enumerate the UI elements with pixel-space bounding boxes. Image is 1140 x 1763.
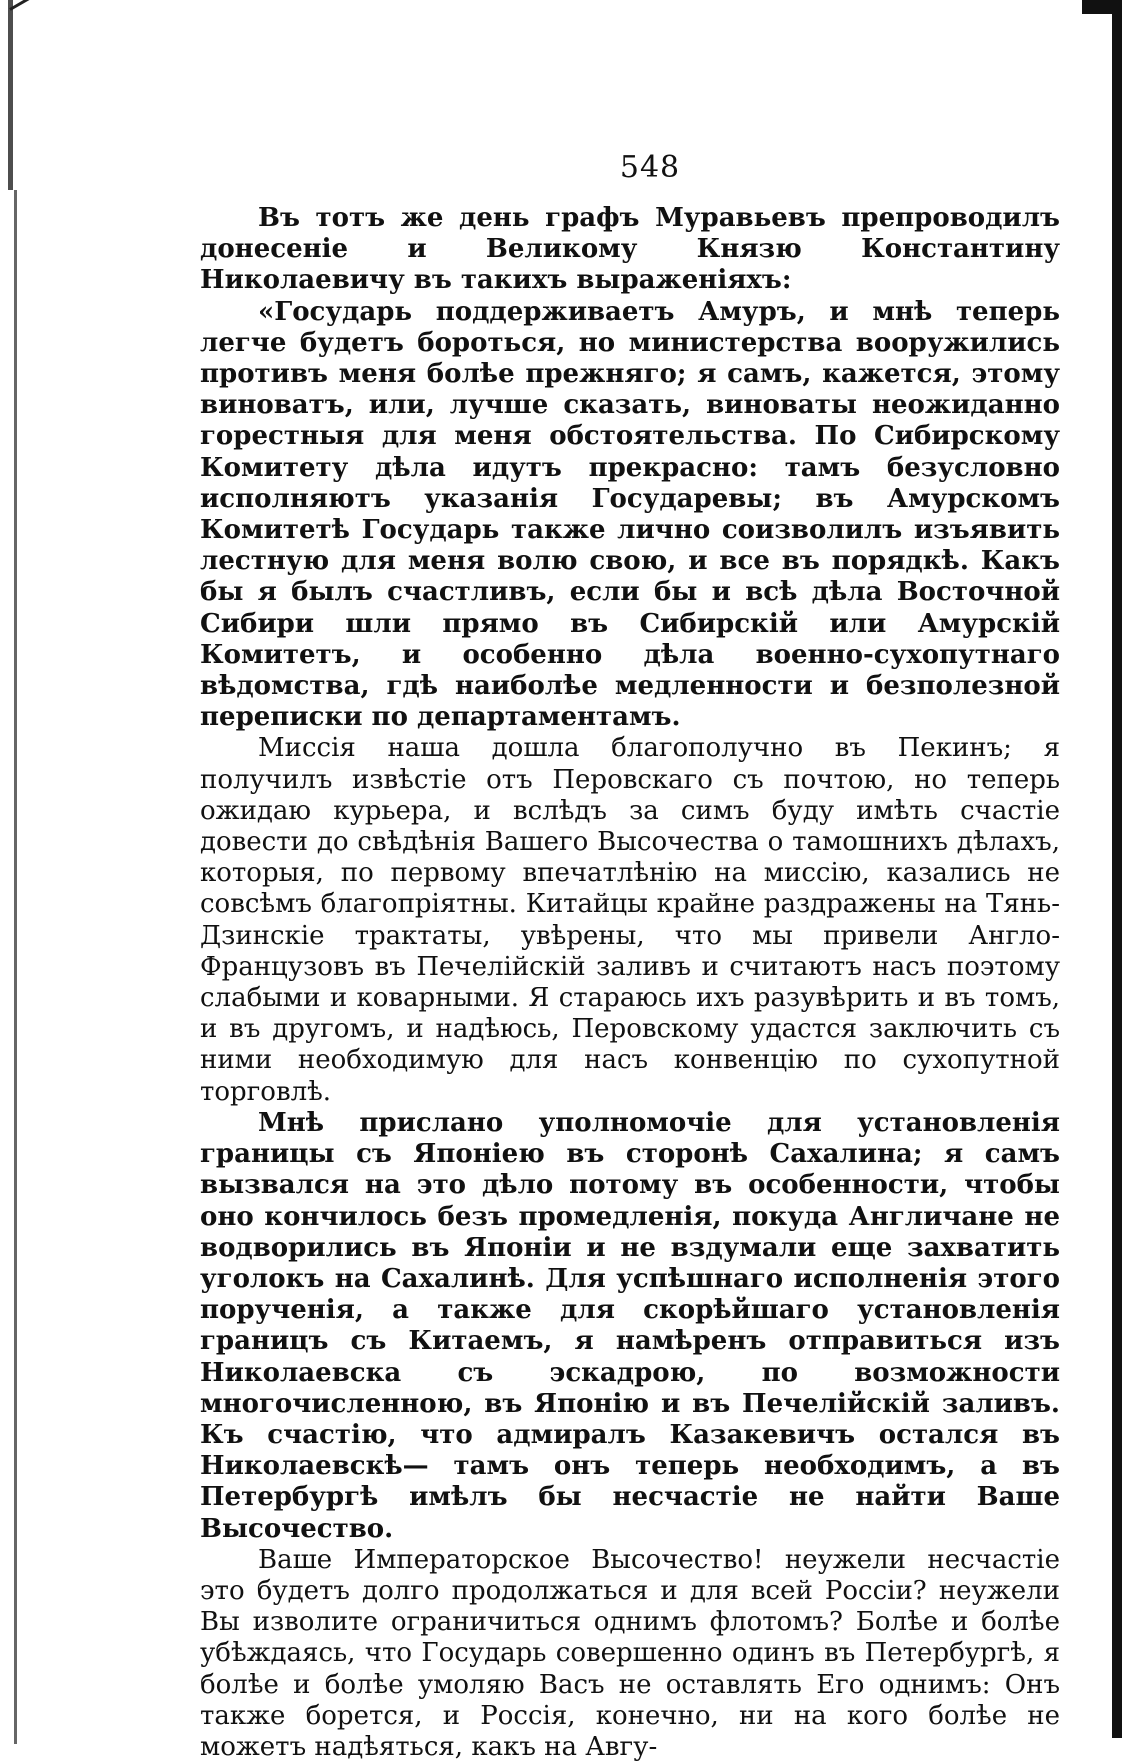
paragraph-mission: Миссія наша дошла благополучно въ Пекинъ; я получилъ извѣстіе отъ Перовскаго съ почтою, но теперь ожидаю курьера, и вслѣдъ за симъ буду имѣть счастіе довести до свѣдѣнія Вашего Высочества о тамошнихъ дѣлахъ, которыя, по первому впечатлѣнію на миссію, казались не совсѣмъ благопріятны. Китайцы крайне раздражены на Тянь-Дзинскіе трактаты, увѣрены, что мы привели Англо-Французовъ въ Печелійскій заливъ и считаютъ насъ поэтому слабыми и коварными. Я стараюсь ихъ разувѣрить и въ томъ, и въ другомъ, и надѣюсь, Перовскому удастся заключить съ ними необходимую для насъ конвенцію по сухопутной торговлѣ. [200,733,1060,1107]
paragraph-appeal: Ваше Императорское Высочество! неужели несчастіе это будетъ долго продолжаться и для всей Россіи? неужели Вы изволите ограничиться однимъ флотомъ? Болѣе и болѣе убѣждаясь, что Государь совершенно одинъ въ Петербургѣ, я болѣе и болѣе умоляю Васъ не оставлять Его однимъ: Онъ также борется, и Россія, конечно, ни на кого болѣе не можетъ надѣяться, какъ на Авгу- [200,1544,1060,1762]
book-page [200,150,1060,1763]
scan-right-edge [1112,8,1122,1738]
scan-left-edge [8,0,13,190]
scan-left-edge-lower [14,190,17,1744]
paragraph-sakhalin: Мнѣ прислано уполномочіе для установленія границы съ Японіею въ сторонѣ Сахалина; я самъ вызвался на это дѣло потому въ особенности, чтобы оно кончилось безъ промедленія, покуда Англичане не водворились въ Японіи и не вздумали еще захватить уголокъ на Сахалинѣ. Для успѣшнаго исполненія этого порученія, а также для скорѣйшаго установленія границъ съ Китаемъ, я намѣренъ отправиться изъ Николаевска съ эскадрою, по возможности многочисленною, въ Японію и въ Печелійскій заливъ. Къ счастію, что адмиралъ Казакевичъ остался въ Николаевскѣ— тамъ онъ теперь необходимъ, а въ Петербургѣ имѣлъ бы несчастіе не найти Ваше Высочество. [200,1107,1060,1544]
page-number: 548 [619,150,681,185]
scan-corner-mark [9,0,35,11]
paragraph-letter-start: «Государь поддерживаетъ Амуръ, и мнѣ теперь легче будетъ бороться, но министерства вооружились противъ меня болѣе прежняго; я самъ, кажется, этому виноватъ, или, лучше сказать, виноваты неожиданно горестныя для меня обстоятельства. По Сибирскому Комитету дѣла идутъ прекрасно: тамъ безусловно исполняютъ указанія Государевы; въ Амурскомъ Комитетѣ Государь также лично соизволилъ изъявить лестную для меня волю свою, и все въ порядкѣ. Какъ бы я былъ счастливъ, если бы и всѣ дѣла Восточной Сибири шли прямо въ Сибирскій или Амурскій Комитетъ, и особенно дѣла военно-сухопутнаго вѣдомства, гдѣ наиболѣе медленности и безполезной переписки по департаментамъ. [200,296,1060,733]
paragraph-intro: Въ тотъ же день графъ Муравьевъ препроводилъ донесеніе и Великому Князю Константину Николаевичу въ такихъ выраженіяхъ: [200,203,1060,296]
